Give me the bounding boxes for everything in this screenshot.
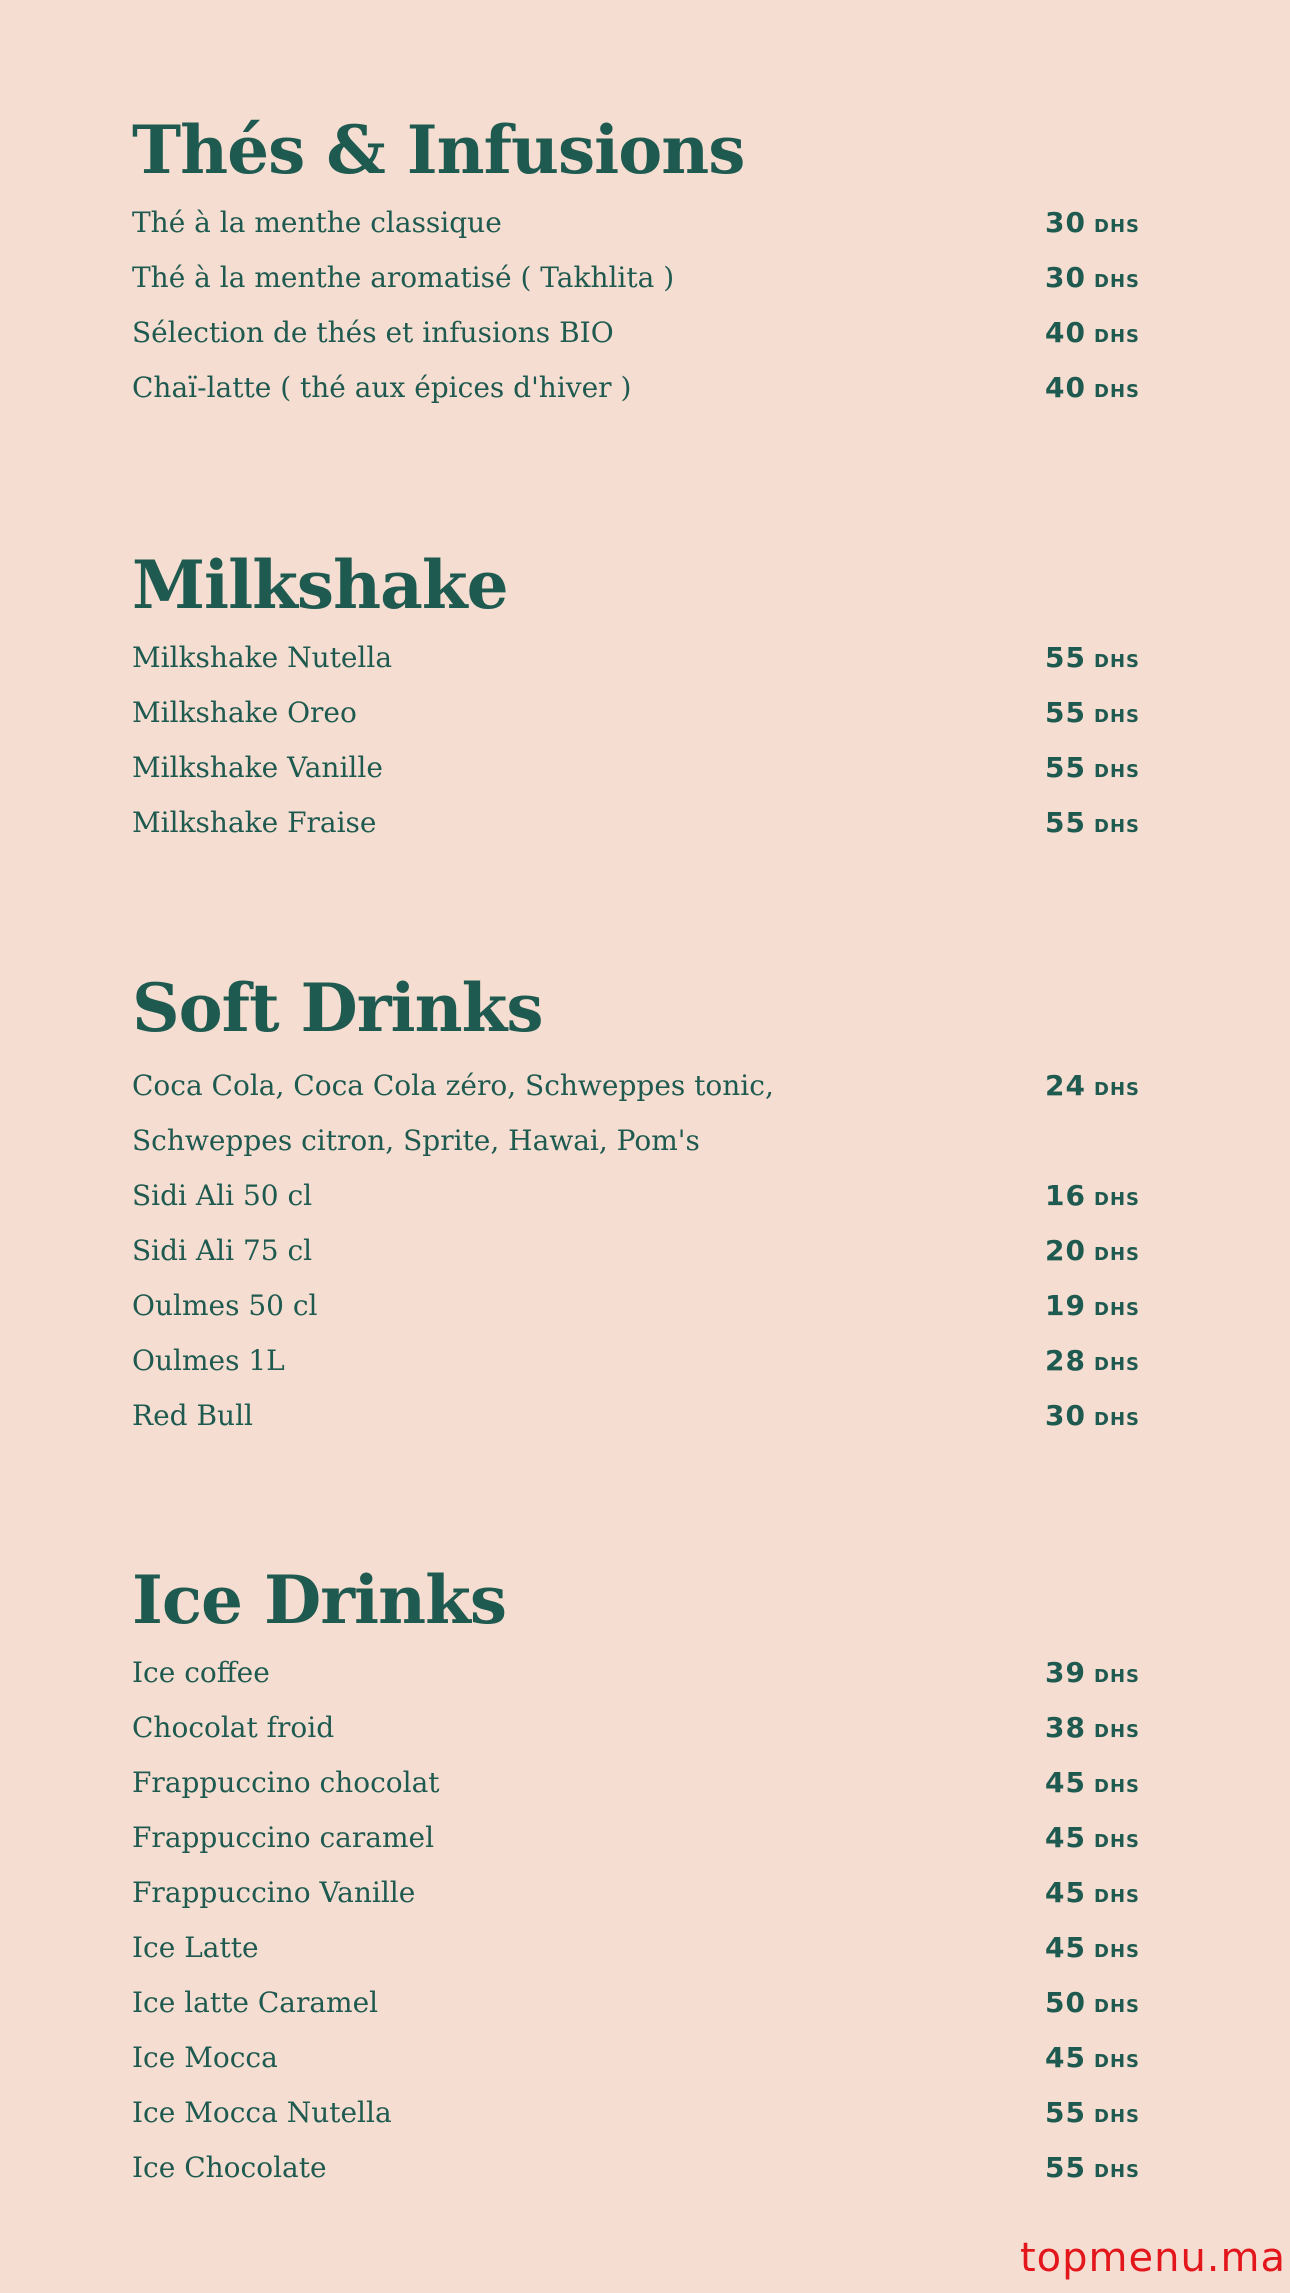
- menu-item: [132, 360, 1140, 415]
- currency-label: DHS: [1094, 2106, 1140, 2127]
- item-name: Frappuccino caramel: [132, 1821, 435, 1854]
- menu-item: [132, 1920, 1140, 1975]
- section-title: Soft Drinks: [132, 969, 543, 1047]
- currency-label: DHS: [1094, 1299, 1140, 1320]
- currency-label: DHS: [1094, 1666, 1140, 1687]
- currency-label: DHS: [1094, 1886, 1140, 1907]
- item-price: 45 DHS: [1045, 1821, 1140, 1854]
- item-price: 39 DHS: [1045, 1656, 1140, 1689]
- item-name: Ice Mocca: [132, 2041, 278, 2074]
- menu-item: [132, 305, 1140, 360]
- item-name: Sélection de thés et infusions BIO: [132, 316, 614, 349]
- currency-label: DHS: [1094, 1244, 1140, 1265]
- menu-item: [132, 1700, 1140, 1755]
- item-price: 30 DHS: [1045, 1399, 1140, 1432]
- item-name: Milkshake Nutella: [132, 641, 393, 674]
- item-price: 40 DHS: [1045, 371, 1140, 404]
- menu-item: [132, 1168, 1140, 1223]
- menu-item: [132, 2085, 1140, 2140]
- section-title: Thés & Infusions: [132, 111, 745, 189]
- item-name: Sidi Ali 75 cl: [132, 1234, 313, 1267]
- menu-item: [132, 1755, 1140, 1810]
- menu-item: [132, 2140, 1140, 2195]
- section-ice-drinks: [132, 1560, 1140, 2195]
- item-name: Coca Cola, Coca Cola zéro, Schweppes tonic,: [132, 1069, 774, 1102]
- item-price: 50 DHS: [1045, 1986, 1140, 2019]
- currency-label: DHS: [1094, 271, 1140, 292]
- menu-item: [132, 1645, 1140, 1700]
- section-milkshake: [132, 545, 1140, 850]
- item-name: Chocolat froid: [132, 1711, 335, 1744]
- currency-label: DHS: [1094, 1189, 1140, 1210]
- menu-item: [132, 740, 1140, 795]
- item-price: 19 DHS: [1045, 1289, 1140, 1322]
- item-price: 55 DHS: [1045, 806, 1140, 839]
- currency-label: DHS: [1094, 1354, 1140, 1375]
- section-title: Milkshake: [132, 546, 508, 624]
- item-name: Ice coffee: [132, 1656, 270, 1689]
- currency-label: DHS: [1094, 816, 1140, 837]
- item-name: Sidi Ali 50 cl: [132, 1179, 313, 1212]
- menu-item: [132, 1223, 1140, 1278]
- item-name: Frappuccino Vanille: [132, 1876, 416, 1909]
- item-price: 45 DHS: [1045, 1876, 1140, 1909]
- currency-label: DHS: [1094, 1721, 1140, 1742]
- item-name: Thé à la menthe classique: [132, 206, 502, 239]
- item-price: 28 DHS: [1045, 1344, 1140, 1377]
- item-price: 30 DHS: [1045, 261, 1140, 294]
- item-price: 55 DHS: [1045, 751, 1140, 784]
- currency-label: DHS: [1094, 1831, 1140, 1852]
- section-title: Ice Drinks: [132, 1561, 506, 1639]
- section-soft-drinks: [132, 968, 1140, 1443]
- item-name: Chaï-latte ( thé aux épices d'hiver ): [132, 371, 632, 404]
- currency-label: DHS: [1094, 706, 1140, 727]
- currency-label: DHS: [1094, 326, 1140, 347]
- item-price: 38 DHS: [1045, 1711, 1140, 1744]
- menu-item: [132, 250, 1140, 305]
- item-price: 55 DHS: [1045, 2151, 1140, 2184]
- currency-label: DHS: [1094, 1079, 1140, 1100]
- menu-item: [132, 195, 1140, 250]
- item-price: 20 DHS: [1045, 1234, 1140, 1267]
- item-name: Oulmes 1L: [132, 1344, 285, 1377]
- item-name: Oulmes 50 cl: [132, 1289, 318, 1322]
- currency-label: DHS: [1094, 216, 1140, 237]
- item-price: 55 DHS: [1045, 641, 1140, 674]
- item-price: 40 DHS: [1045, 316, 1140, 349]
- item-name: Ice Mocca Nutella: [132, 2096, 392, 2129]
- menu-item: [132, 1278, 1140, 1333]
- menu-item: [132, 795, 1140, 850]
- item-price: 24 DHS: [1045, 1069, 1140, 1102]
- currency-label: DHS: [1094, 381, 1140, 402]
- menu-item: [132, 1975, 1140, 2030]
- menu-item: [132, 1333, 1140, 1388]
- item-name: Thé à la menthe aromatisé ( Takhlita ): [132, 261, 675, 294]
- item-price: 45 DHS: [1045, 2041, 1140, 2074]
- item-name: Milkshake Oreo: [132, 696, 357, 729]
- item-name: Red Bull: [132, 1399, 253, 1432]
- menu-item: [132, 2030, 1140, 2085]
- item-name: Milkshake Fraise: [132, 806, 377, 839]
- currency-label: DHS: [1094, 1941, 1140, 1962]
- item-name: Ice latte Caramel: [132, 1986, 379, 2019]
- item-price: 55 DHS: [1045, 2096, 1140, 2129]
- menu-item: [132, 685, 1140, 740]
- item-name: Ice Chocolate: [132, 2151, 327, 2184]
- currency-label: DHS: [1094, 2051, 1140, 2072]
- currency-label: DHS: [1094, 651, 1140, 672]
- currency-label: DHS: [1094, 761, 1140, 782]
- item-price: 45 DHS: [1045, 1766, 1140, 1799]
- item-name-continuation: Schweppes citron, Sprite, Hawai, Pom's: [132, 1124, 700, 1157]
- item-price: 16 DHS: [1045, 1179, 1140, 1212]
- currency-label: DHS: [1094, 1996, 1140, 2017]
- menu-item: [132, 1058, 1140, 1113]
- menu-item: [132, 1388, 1140, 1443]
- item-price: 55 DHS: [1045, 696, 1140, 729]
- item-name: Milkshake Vanille: [132, 751, 383, 784]
- currency-label: DHS: [1094, 1409, 1140, 1430]
- watermark-text: topmenu.ma: [1019, 2235, 1286, 2281]
- item-price: 30 DHS: [1045, 206, 1140, 239]
- currency-label: DHS: [1094, 2161, 1140, 2182]
- currency-label: DHS: [1094, 1776, 1140, 1797]
- menu-item: [132, 1810, 1140, 1865]
- menu-item: [132, 630, 1140, 685]
- item-price: 45 DHS: [1045, 1931, 1140, 1964]
- menu-item: [132, 1865, 1140, 1920]
- item-name: Ice Latte: [132, 1931, 259, 1964]
- section-thes-infusions: [132, 110, 1140, 415]
- item-name: Frappuccino chocolat: [132, 1766, 440, 1799]
